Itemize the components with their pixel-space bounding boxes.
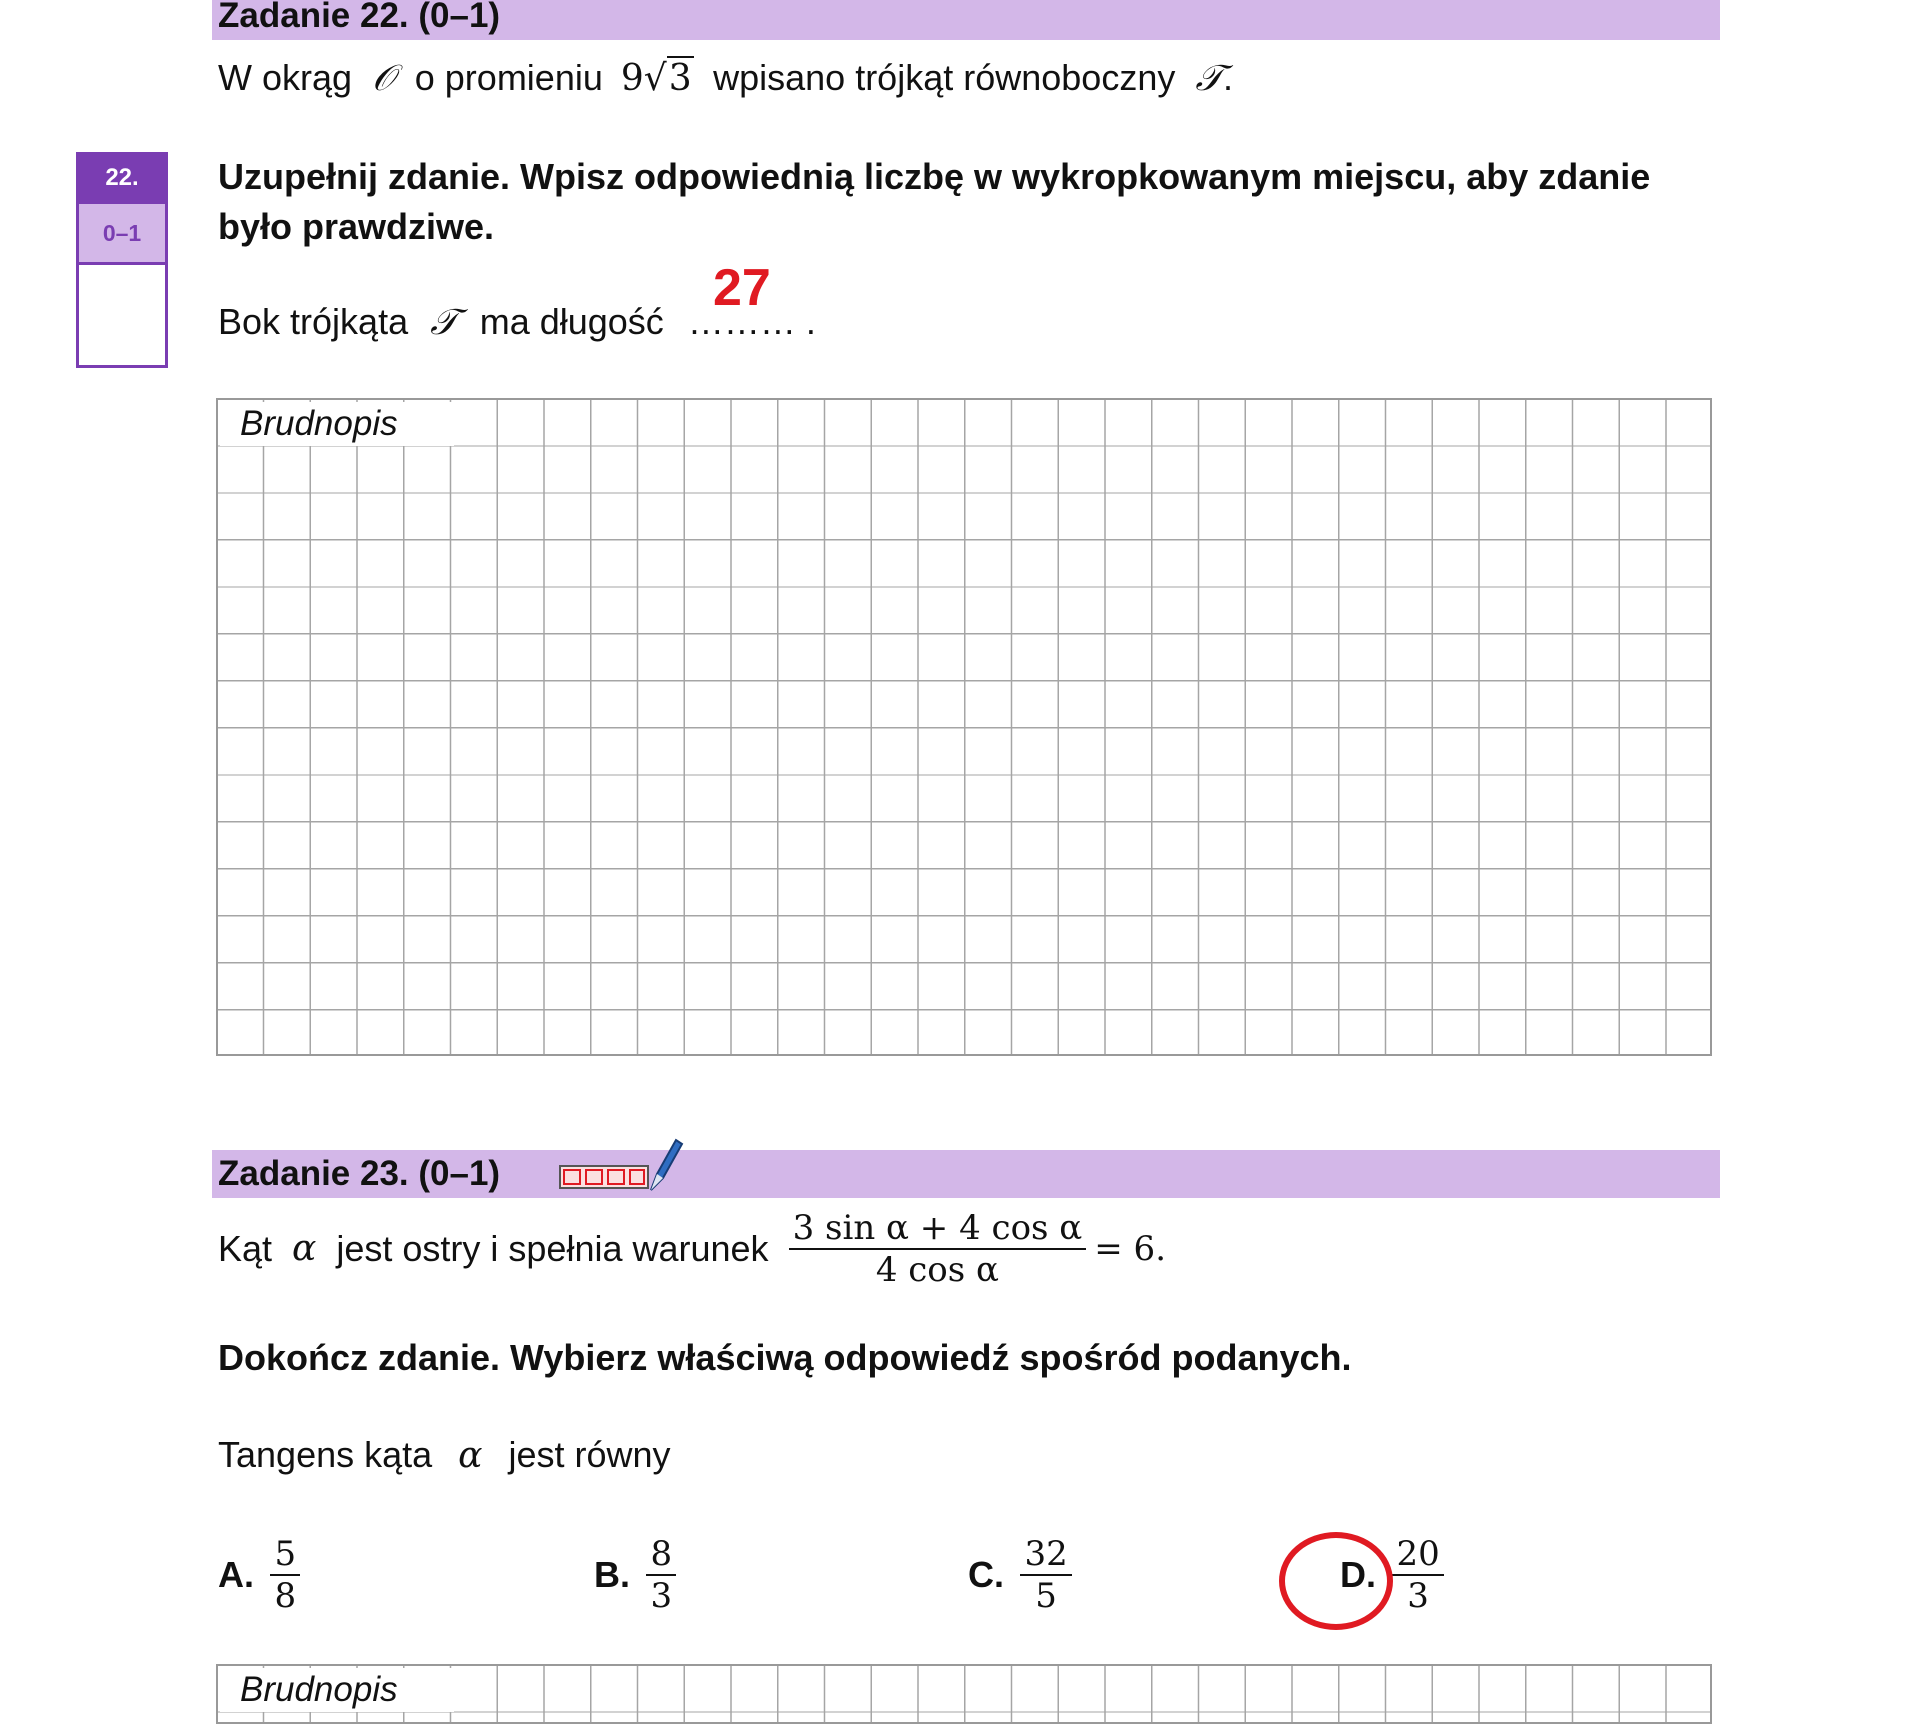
task-23-title: Zadanie 23. (0–1) bbox=[218, 1154, 501, 1193]
answer-prefix: Bok trójkąta bbox=[218, 301, 409, 342]
condition-fraction bbox=[789, 1208, 1087, 1290]
condition-mid: jest ostry i spełnia warunek bbox=[336, 1228, 769, 1269]
task-23-condition bbox=[218, 1204, 1166, 1294]
option-a-denominator: 8 bbox=[274, 1576, 297, 1616]
triangle-symbol: 𝒯 bbox=[1195, 58, 1223, 99]
question-alpha: α bbox=[458, 1435, 483, 1476]
instruction-line-2: było prawdziwe. bbox=[218, 206, 495, 247]
scratch-grid-22[interactable] bbox=[216, 398, 1712, 1056]
option-c-denominator: 5 bbox=[1035, 1576, 1057, 1616]
option-b-denominator: 3 bbox=[650, 1576, 673, 1616]
handwritten-answer: 27 bbox=[713, 259, 771, 317]
task-22-title: Zadanie 22. (0–1) bbox=[218, 0, 501, 35]
task-22-instruction bbox=[218, 152, 1650, 252]
instruction-line-1: Uzupełnij zdanie. Wpisz odpowiednią liczbę w wykropkowanym miejscu, aby zdanie bbox=[218, 156, 1651, 197]
circle-symbol: 𝒪 bbox=[372, 58, 395, 99]
option-b[interactable] bbox=[594, 1534, 676, 1616]
option-d-letter: D. bbox=[1340, 1554, 1376, 1595]
question-prefix: Tangens kąta bbox=[218, 1434, 433, 1475]
intro-period: . bbox=[1222, 57, 1233, 98]
answer-boxes-pen-icon bbox=[556, 1134, 686, 1194]
option-a-letter: A. bbox=[218, 1554, 254, 1595]
score-range: 0–1 bbox=[79, 201, 165, 265]
option-c-letter: C. bbox=[968, 1554, 1004, 1595]
option-b-fraction bbox=[646, 1534, 676, 1616]
score-entry-field[interactable] bbox=[79, 265, 165, 365]
scratch-label-23: Brudnopis bbox=[220, 1668, 454, 1712]
option-c-numerator: 32 bbox=[1020, 1534, 1071, 1576]
radius-expression bbox=[621, 58, 705, 99]
option-c[interactable] bbox=[968, 1534, 1072, 1616]
intro-prefix: W okrąg bbox=[218, 57, 353, 98]
radius-radicand: 3 bbox=[668, 58, 692, 99]
option-d-fraction bbox=[1392, 1534, 1443, 1616]
scratch-grid-23[interactable] bbox=[216, 1664, 1712, 1724]
option-a[interactable] bbox=[218, 1534, 300, 1616]
answer-mid: ma długość bbox=[479, 301, 664, 342]
option-a-fraction bbox=[270, 1534, 300, 1616]
scratch-label: Brudnopis bbox=[220, 402, 454, 446]
option-c-fraction bbox=[1020, 1534, 1071, 1616]
answer-blank[interactable]: ……… . bbox=[687, 301, 816, 342]
option-d-numerator: 20 bbox=[1392, 1534, 1443, 1576]
score-number: 22. bbox=[79, 155, 165, 201]
fraction-numerator: 3 sin α + 4 cos α bbox=[789, 1208, 1087, 1250]
answer-triangle-symbol: 𝒯 bbox=[430, 302, 458, 343]
intro-suffix: wpisano trójkąt równoboczny bbox=[713, 57, 1176, 98]
score-box-22 bbox=[76, 152, 168, 368]
task-22-answer-line bbox=[218, 300, 816, 345]
fraction-rhs: = 6. bbox=[1094, 1229, 1167, 1269]
sqrt-icon: √ bbox=[643, 58, 667, 99]
option-d-denominator: 3 bbox=[1407, 1576, 1429, 1616]
option-b-numerator: 8 bbox=[646, 1534, 676, 1576]
condition-prefix: Kąt bbox=[218, 1228, 273, 1269]
alpha-symbol: α bbox=[292, 1228, 317, 1269]
fraction-denominator: 4 cos α bbox=[875, 1250, 999, 1290]
intro-mid: o promieniu bbox=[414, 57, 603, 98]
option-b-letter: B. bbox=[594, 1554, 630, 1595]
task-22-header bbox=[212, 0, 1720, 40]
task-23-question bbox=[218, 1433, 671, 1478]
radius-coefficient: 9 bbox=[620, 58, 644, 99]
question-suffix: jest równy bbox=[508, 1434, 671, 1475]
selected-answer-circle bbox=[1279, 1532, 1393, 1630]
task-23-instruction: Dokończ zdanie. Wybierz właściwą odpowiedź spośród podanych. bbox=[218, 1337, 1352, 1378]
task-23-header bbox=[212, 1150, 1720, 1198]
option-a-numerator: 5 bbox=[270, 1534, 300, 1576]
task-22-intro bbox=[218, 56, 1233, 101]
